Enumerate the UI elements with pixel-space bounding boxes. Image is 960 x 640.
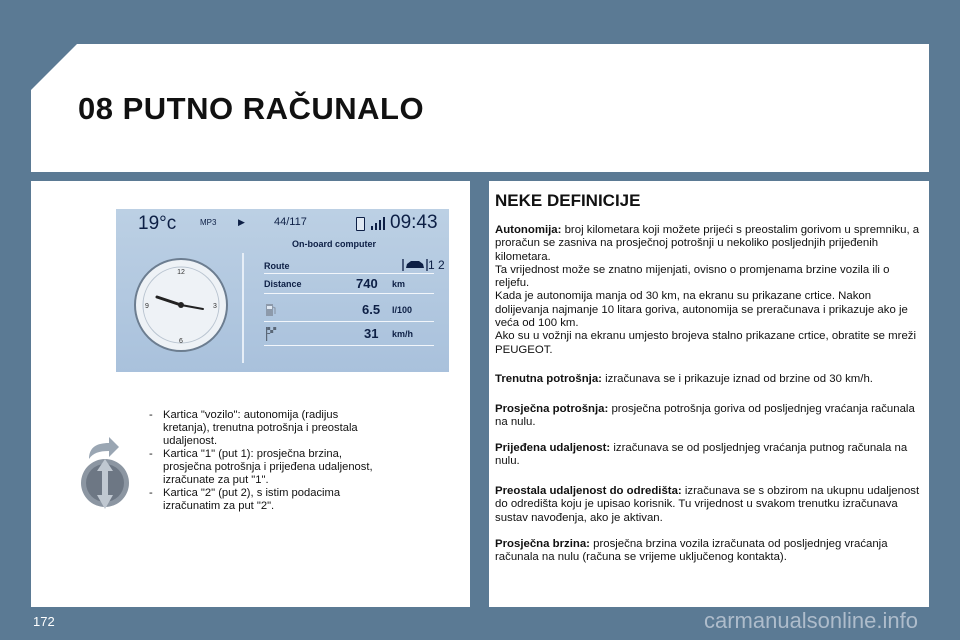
distance-value: 740 bbox=[356, 276, 378, 291]
fuel-pump-icon bbox=[265, 303, 277, 317]
consumption-unit: l/100 bbox=[392, 305, 413, 315]
tab-description-list bbox=[149, 409, 379, 513]
onboard-computer-screen bbox=[116, 209, 449, 372]
audio-source: MP3 bbox=[200, 218, 217, 227]
speed-value: 31 bbox=[364, 326, 379, 341]
play-icon: ▶ bbox=[238, 217, 245, 227]
route-options: 1 2 bbox=[428, 258, 445, 272]
analog-clock bbox=[133, 257, 229, 353]
screen-title: On-board computer bbox=[292, 239, 377, 249]
dial-12: 12 bbox=[177, 269, 185, 276]
dial-6: 6 bbox=[179, 338, 183, 345]
definitions-title: NEKE DEFINICIJE bbox=[495, 191, 641, 210]
definitions-panel bbox=[489, 181, 929, 607]
consumption-value: 6.5 bbox=[362, 302, 381, 317]
list-item: - Kartica "2" (put 2), s istim podacima izračunatim za put "2". bbox=[149, 487, 341, 512]
definition-current-consumption: Trenutna potrošnja: izračunava se i prikazuje iznad od brzine od 30 km/h. bbox=[495, 373, 873, 385]
signal-icon bbox=[370, 215, 386, 231]
distance-label: Distance bbox=[264, 279, 302, 289]
dial-9: 9 bbox=[145, 303, 149, 310]
left-panel bbox=[31, 181, 470, 607]
phone-icon bbox=[356, 217, 365, 231]
definition-average-speed: Prosječna brzina: prosječna brzina vozila izračunata od posljednjeg vraćanja računala na nulu (računa se vrijeme uključenog kontakta). bbox=[495, 538, 888, 564]
speed-unit: km/h bbox=[392, 329, 414, 339]
list-item: - Kartica "vozilo": autonomija (radijus kretanja), trenutna potrošnja i preostala udaljenost. bbox=[149, 409, 358, 447]
page-number: 172 bbox=[33, 614, 55, 629]
route-label: Route bbox=[264, 261, 290, 271]
car-tab-icon bbox=[402, 257, 428, 273]
list-item: - Kartica "1" (put 1): prosječna brzina, prosječna potrošnja i prijeđena udaljenost, izračunate za put "1". bbox=[149, 448, 373, 486]
distance-unit: km bbox=[392, 279, 406, 289]
watermark: carmanualsonline.info bbox=[703, 608, 918, 633]
definition-average-consumption: Prosječna potrošnja: prosječna potrošnja goriva od posljednjeg vraćanja računala na nulu. bbox=[495, 403, 915, 429]
definition-remaining-distance: Preostala udaljenost do odredišta: izračunava se s obzirom na ukupnu udaljenost do odredišta koju je upisao korisnik. Tu vrijednost u svakom trenutku izračunava sustav navođenja, ako je aktivan. bbox=[495, 485, 920, 524]
rotary-knob-icon bbox=[79, 453, 131, 515]
chapter-title: 08 PUTNO RAČUNALO bbox=[78, 91, 425, 126]
track-counter: 44/117 bbox=[274, 216, 307, 228]
checkered-flag-icon bbox=[265, 326, 277, 342]
temperature-readout: 19°c bbox=[138, 213, 177, 234]
definition-distance-travelled: Prijeđena udaljenost: izračunava se od posljednjeg vraćanja putnog računala na nulu. bbox=[495, 442, 908, 468]
clock-time: 09:43 bbox=[390, 212, 438, 233]
definition-autonomy: Autonomija: broj kilometara koji možete prijeći s preostalim gorivom u spremniku, a proračun se zasniva na prosječnoj potrošnji u nekoliko posljednjih prijeđenih kilometara. Ta vrijednost može se znatno mijenjati, ovisno o promjenama brzine vozila ili o reljefu. Kada je autonomija manja od 30 km, na ekranu su prikazane crtice. Nakon dolijevanja najmanje 10 litara goriva, autonomija se preračunava i prikazuje ako je veća od 100 km. Ako su u vožnji na ekranu umjesto brojeva stalno prikazane crtice, obratite se mreži PEUGEOT. bbox=[495, 224, 920, 356]
dial-3: 3 bbox=[213, 303, 217, 310]
